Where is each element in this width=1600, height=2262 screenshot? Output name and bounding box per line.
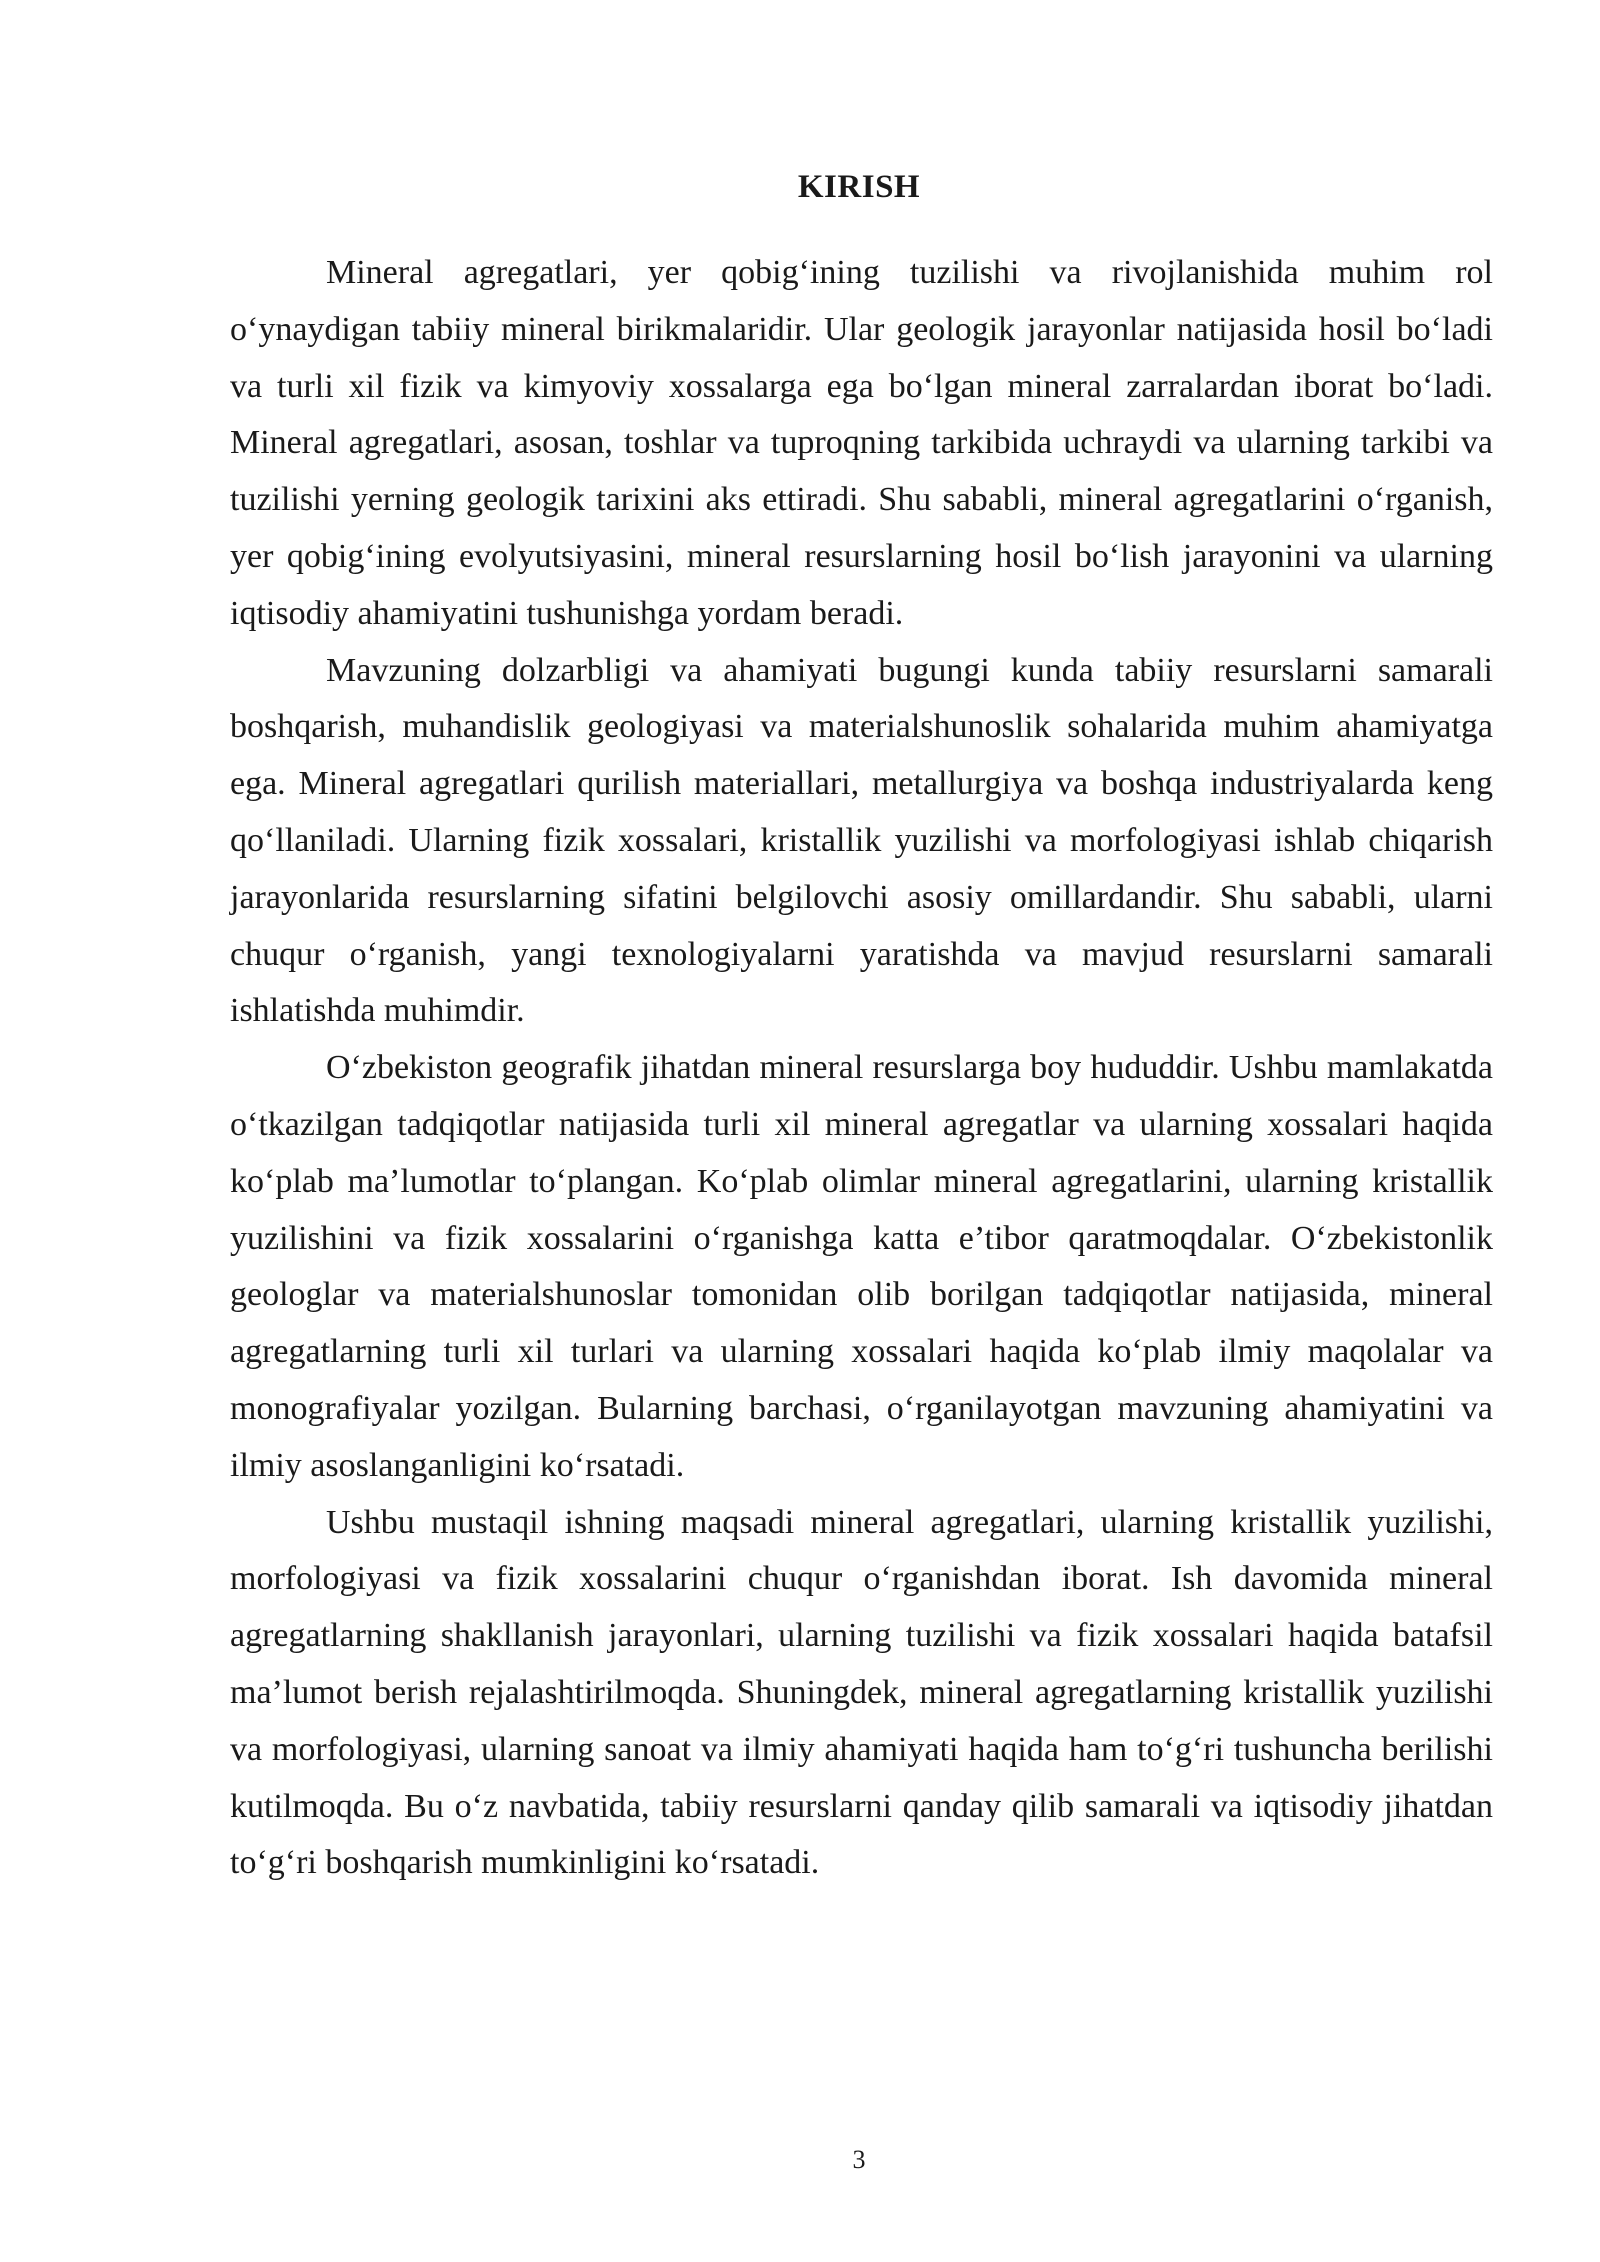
- body-text: [230, 245, 1493, 1892]
- page-number: 3: [852, 2145, 866, 2174]
- paragraph-intro: Mineral agregatlari, yer qobig‘ining tuzilishi va rivojlanishida muhim rol o‘ynaydigan tabiiy mineral birikmalaridir. Ular geologik jarayonlar natijasida hosil bo‘ladi va turli xil fizik va kimyoviy xossalarga ega bo‘lgan mineral zarralardan iborat bo‘ladi. Mineral agregatlari, asosan, toshlar va tuproqning tarkibida uchraydi va ularning tarkibi va tuzilishi yerning geologik tarixini aks ettiradi. Shu sababli, mineral agregatlarini o‘rganish, yer qobig‘ining evolyutsiyasini, mineral resurslarning hosil bo‘lish jarayonini va ularning iqtisodiy ahamiyatini tushunishga yordam beradi.: [230, 254, 1493, 632]
- paragraph-goal: Ushbu mustaqil ishning maqsadi mineral agregatlari, ularning kristallik yuzilishi, morfologiyasi va fizik xossalarini chuqur o‘rganishdan iborat. Ish davomida mineral agregatlarning shakllanish jarayonlari, ularning tuzilishi va fizik xossalari haqida batafsil ma’lumot berish rejalashtirilmoqda. Shuningdek, mineral agregatlarning kristallik yuzilishi va morfologiyasi, ularning sanoat va ilmiy ahamiyati haqida ham to‘g‘ri tushuncha berilishi kutilmoqda. Bu o‘z navbatida, tabiiy resurslarni qanday qilib samarali va iqtisodiy jihatdan to‘g‘ri boshqarish mumkinligini ko‘rsatadi.: [230, 1503, 1493, 1882]
- paragraph-relevance: Mavzuning dolzarbligi va ahamiyati bugungi kunda tabiiy resurslarni samarali boshqarish, muhandislik geologiyasi va materialshunoslik sohalarida muhim ahamiyatga ega. Mineral agregatlari qurilish materiallari, metallurgiya va boshqa industriyalarda keng qo‘llaniladi. Ularning fizik xossalari, kristallik yuzilishi va morfologiyasi ishlab chiqarish jarayonlarida resurslarning sifatini belgilovchi asosiy omillardandir. Shu sababli, ularni chuqur o‘rganish, yangi texnologiyalarni yaratishda va mavjud resurslarni samarali ishlatishda muhimdir.: [230, 651, 1493, 1030]
- section-heading: KIRISH: [797, 169, 921, 205]
- paragraph-uzbekistan: O‘zbekiston geografik jihatdan mineral resurslarga boy hududdir. Ushbu mamlakatda o‘tkazilgan tadqiqotlar natijasida turli xil mineral agregatlar va ularning xossalari haqida ko‘plab ma’lumotlar to‘plangan. Ko‘plab olimlar mineral agregatlarini, ularning kristallik yuzilishini va fizik xossalarini o‘rganishga katta e’tibor qaratmoqdalar. O‘zbekistonlik geologlar va materialshunoslar tomonidan olib borilgan tadqiqotlar natijasida, mineral agregatlarning turli xil turlari va ularning xossalari haqida ko‘plab ilmiy maqolalar va monografiyalar yozilgan. Bularning barchasi, o‘rganilayotgan mavzuning ahamiyatini va ilmiy asoslanganligini ko‘rsatadi.: [230, 1049, 1493, 1484]
